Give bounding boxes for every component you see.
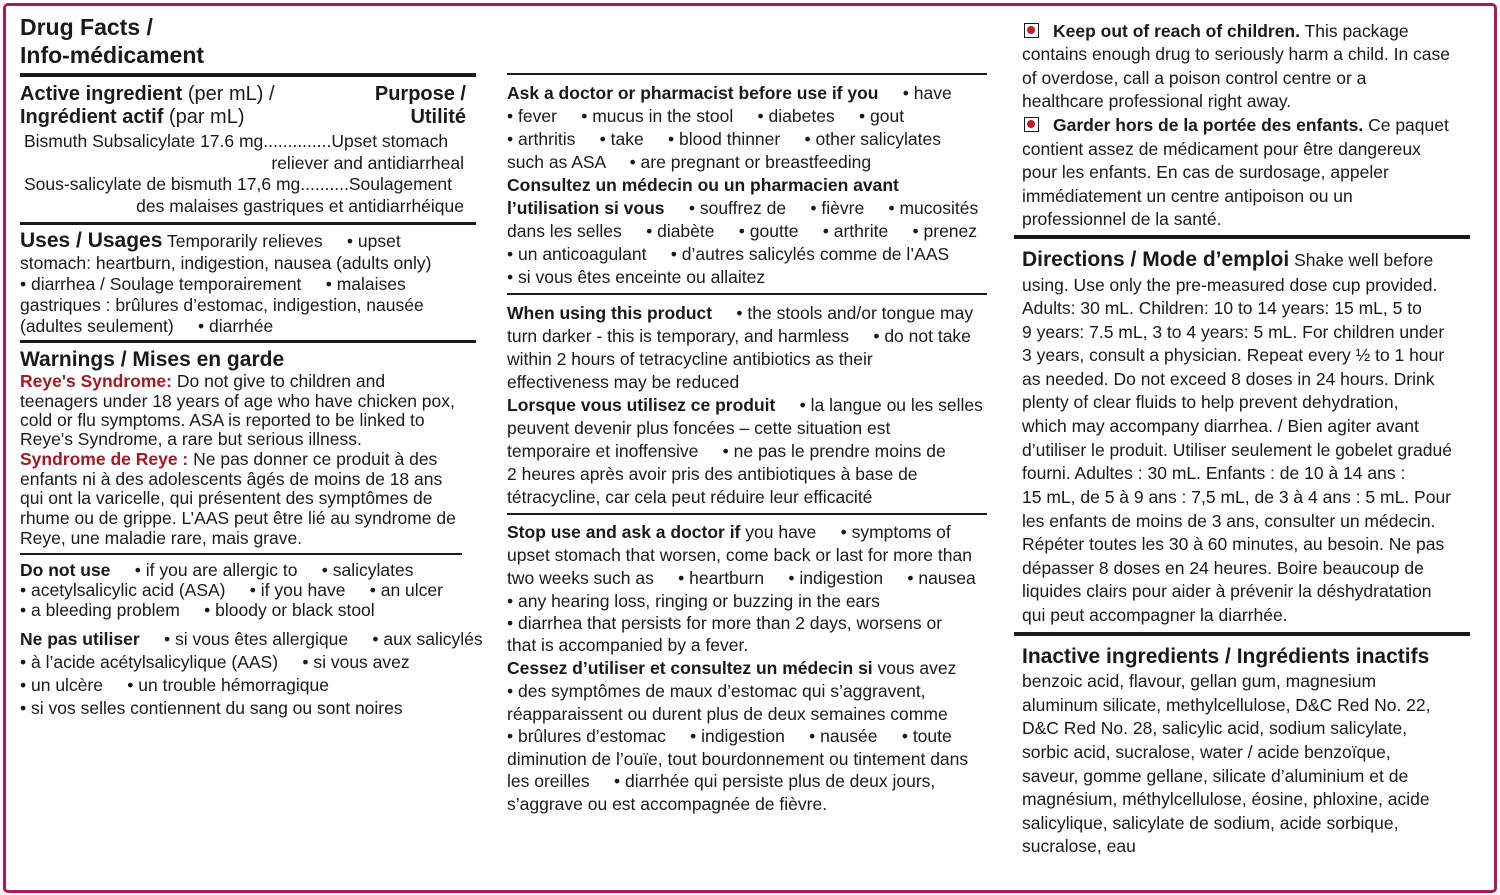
reye-en-line-0: Reye's Syndrome: Do not give to children and bbox=[20, 371, 386, 391]
directions-line-9: 15 mL, de 5 à 9 ans : 7,5 mL, de 3 à 4 ans : 5 mL. Pour bbox=[1022, 487, 1452, 507]
reye-rule bbox=[20, 553, 462, 555]
nepas-line-3: • si vos selles contiennent du sang ou sont noires bbox=[20, 698, 403, 718]
inactive-line-5: magnésium, méthylcellulose, éosine, phloxine, acide bbox=[1022, 789, 1430, 809]
stop-sign-icon bbox=[1024, 117, 1039, 132]
keep-fr-heading: Garder hors de la portée des enfants. Ce paquet bbox=[1053, 115, 1449, 135]
active-rule bbox=[20, 222, 476, 225]
nepas-line-1: • à l’acide acétylsalicylique (AAS) • si vous avez bbox=[20, 652, 410, 672]
stop-fr-line-1: réapparaissent ou durent plus de deux semaines comme bbox=[507, 704, 948, 724]
ask-fr-line-0: dans les selles • diabète • goutte • arthrite • prenez bbox=[507, 221, 978, 241]
active-heading-fr: Ingrédient actif (par mL) bbox=[20, 106, 245, 128]
active-line-3: Sous-salicylate de bismuth 17,6 mg..........Soulagement bbox=[24, 174, 452, 194]
stop-fr-line-0: • des symptômes de maux d’estomac qui s’aggravent, bbox=[507, 681, 926, 701]
when-heading: When using this product • the stools and/or tongue may bbox=[507, 303, 974, 323]
directions-line-10: les enfants de moins de 3 ans, consulter un médecin. bbox=[1022, 511, 1436, 531]
keep-fr-line-1: pour les enfants. En cas de surdosage, appeler bbox=[1022, 162, 1389, 182]
active-line-1: Bismuth Subsalicylate 17.6 mg..............Upset stomach bbox=[24, 131, 449, 151]
when-line-0: turn darker - this is temporary, and harmless • do not take bbox=[507, 326, 971, 346]
uses-rule bbox=[20, 340, 476, 343]
stop-heading: Stop use and ask a doctor if you have • symptoms of bbox=[507, 522, 951, 542]
directions-line-8: fourni. Adultes : 30 mL. Enfants : de 10 à 14 ans : bbox=[1022, 463, 1406, 483]
uses-line-1: stomach: heartburn, indigestion, nausea (adults only) bbox=[20, 253, 432, 273]
reye-en-line-1: teenagers under 18 years of age who have chicken pox, bbox=[20, 391, 455, 411]
stop-fr-line-2: • brûlures d’estomac • indigestion • nausée • toute bbox=[507, 726, 952, 746]
when-fr-heading: Lorsque vous utilisez ce produit • la langue ou les selles bbox=[507, 395, 983, 415]
ask-fr-line-2: • si vous êtes enceinte ou allaitez bbox=[507, 267, 766, 287]
title-rule bbox=[20, 73, 476, 77]
keep-en-line-2: healthcare professional right away. bbox=[1022, 91, 1292, 111]
stop-fr-line-3: diminution de l’ouïe, tout bourdonnement ou tintement dans bbox=[507, 749, 969, 769]
ask-heading: Ask a doctor or pharmacist before use if you • have bbox=[507, 83, 952, 103]
ask-fr-line-1: • un anticoagulant • d’autres salicylés comme de l’AAS bbox=[507, 244, 950, 264]
directions-line-12: dépasser 8 doses en 24 heures. Boire beaucoup de bbox=[1022, 558, 1424, 578]
when-line-2: effectiveness may be reduced bbox=[507, 372, 740, 392]
stop-fr-line-4: les oreilles • diarrhée qui persiste plus de deux jours, bbox=[507, 771, 936, 791]
reye-fr-line-3: rhume ou de grippe. L’AAS peut être lié au syndrome de bbox=[20, 508, 456, 528]
directions-line-3: 3 years, consult a physician. Repeat every ½ to 1 hour bbox=[1022, 345, 1445, 365]
active-heading-en: Active ingredient (per mL) / bbox=[20, 83, 275, 105]
keep-fr-line-0: contient assez de médicament pour être dangereux bbox=[1022, 139, 1421, 159]
ask-fr-heading-1: Consultez un médecin ou un pharmacien avant bbox=[507, 175, 899, 195]
reye-fr-line-4: Reye, une maladie rare, mais grave. bbox=[20, 528, 303, 548]
when-fr-line-3: tétracycline, car cela peut réduire leur efficacité bbox=[507, 487, 873, 507]
donot-line-2: • a bleeding problem • bloody or black stool bbox=[20, 600, 375, 620]
reye-fr-line-2: qui ont la varicelle, qui présentent des symptômes de bbox=[20, 488, 433, 508]
keep-en-line-0: contains enough drug to seriously harm a child. In case bbox=[1022, 44, 1451, 64]
stop-line-3: • diarrhea that persists for more than 2 days, worsens or bbox=[507, 613, 943, 633]
title-en: Drug Facts / bbox=[20, 14, 153, 40]
keep-en-heading: Keep out of reach of children. This package bbox=[1053, 21, 1409, 41]
reye-fr-line-0: Syndrome de Reye : Ne pas donner ce produit à des bbox=[20, 449, 438, 469]
reye-en-line-2: cold or flu symptoms. ASA is reported to be linked to bbox=[20, 410, 425, 430]
directions-line-13: liquides clairs pour aider à prévenir la déshydratation bbox=[1022, 581, 1432, 601]
directions-line-11: Répéter toutes les 30 à 60 minutes, au besoin. Ne pas bbox=[1022, 534, 1445, 554]
title-fr: Info-médicament bbox=[20, 42, 205, 68]
when-fr-line-0: peuvent devenir plus foncées – cette situation est bbox=[507, 418, 891, 438]
directions-line-14: qui peut accompagner la diarrhée. bbox=[1022, 605, 1288, 625]
reye-fr-line-1: enfants ni à des adolescents âgés de moins de 18 ans bbox=[20, 469, 443, 489]
active-line-2: reliever and antidiarrheal bbox=[271, 153, 464, 173]
inactive-heading: Inactive ingredients / Ingrédients inactifs bbox=[1022, 645, 1430, 668]
nepas-line-2: • un ulcère • un trouble hémorragique bbox=[20, 675, 329, 695]
directions-line-1: Adults: 30 mL. Children: 10 to 14 years: 15 mL, 5 to bbox=[1022, 298, 1422, 318]
directions-rule bbox=[1014, 632, 1470, 636]
keep-en-line-1: of overdose, call a poison control centre or a bbox=[1022, 68, 1367, 88]
directions-line-7: d’utiliser le produit. Utiliser seulement le gobelet gradué bbox=[1022, 440, 1452, 460]
ask-line-1: • arthritis • take • blood thinner • other salicylates bbox=[507, 129, 941, 149]
inactive-line-0: benzoic acid, flavour, gellan gum, magnesium bbox=[1022, 671, 1377, 691]
directions-heading: Directions / Mode d’emploi Shake well before bbox=[1022, 248, 1434, 271]
keep-fr-line-2: immédiatement un centre antipoison ou un bbox=[1022, 186, 1353, 206]
inactive-line-2: D&C Red No. 28, salicylic acid, sodium salicylate, bbox=[1022, 718, 1408, 738]
keep-fr-line-3: professionnel de la santé. bbox=[1022, 209, 1222, 229]
inactive-line-1: aluminum silicate, methylcellulose, D&C Red No. 22, bbox=[1022, 695, 1431, 715]
inactive-line-6: salicylique, salicylate de sodium, acide sorbique, bbox=[1022, 813, 1399, 833]
stop-line-2: • any hearing loss, ringing or buzzing in the ears bbox=[507, 591, 880, 611]
when-rule bbox=[507, 513, 987, 515]
directions-line-0: using. Use only the pre-measured dose cup provided. bbox=[1022, 275, 1438, 295]
stop-sign-icon bbox=[1024, 23, 1039, 38]
uses-line-3: gastriques : brûlures d’estomac, indigestion, nausée bbox=[20, 295, 424, 315]
directions-line-6: which may accompany diarrhea. / Bien agiter avant bbox=[1022, 416, 1419, 436]
stop-fr-heading: Cessez d’utiliser et consultez un médecin si vous avez bbox=[507, 658, 957, 678]
uses-line-4: (adultes seulement) • diarrhée bbox=[20, 316, 274, 336]
ask-top-rule bbox=[507, 73, 987, 75]
when-line-1: within 2 hours of tetracycline antibiotics as their bbox=[507, 349, 873, 369]
inactive-line-3: sorbic acid, sucralose, water / acide benzoïque, bbox=[1022, 742, 1391, 762]
inactive-line-4: saveur, gomme gellane, silicate d’aluminium et de bbox=[1022, 766, 1409, 786]
ask-fr-heading-2: l’utilisation si vous • souffrez de • fièvre • mucosités bbox=[507, 198, 979, 218]
donot-line-0: Do not use • if you are allergic to • salicylates bbox=[20, 560, 414, 580]
when-fr-line-2: 2 heures après avoir pris des antibiotiques à base de bbox=[507, 464, 918, 484]
active-line-4: des malaises gastriques et antidiarrhéique bbox=[136, 196, 464, 216]
stop-fr-line-5: s’aggrave ou est accompagnée de fièvre. bbox=[507, 794, 828, 814]
ask-line-0: • fever • mucus in the stool • diabetes • gout bbox=[507, 106, 905, 126]
uses-line-0: Uses / Usages Temporarily relieves • upset bbox=[20, 229, 401, 252]
stop-line-1: two weeks such as • heartburn • indigestion • nausea bbox=[507, 568, 976, 588]
ask-line-2: such as ASA • are pregnant or breastfeeding bbox=[507, 152, 872, 172]
nepas-line-0: Ne pas utiliser • si vous êtes allergique • aux salicylés bbox=[20, 629, 483, 649]
directions-line-2: 9 years: 7.5 mL, 3 to 4 years: 5 mL. For children under bbox=[1022, 322, 1445, 342]
when-fr-line-1: temporaire et inoffensive • ne pas le prendre moins de bbox=[507, 441, 946, 461]
warnings-heading: Warnings / Mises en garde bbox=[20, 348, 285, 371]
directions-line-4: as needed. Do not exceed 8 doses in 24 hours. Drink bbox=[1022, 369, 1435, 389]
purpose-fr: Utilité bbox=[410, 106, 466, 128]
stop-line-4: that is accompanied by a fever. bbox=[507, 635, 749, 655]
ask-rule bbox=[507, 293, 987, 295]
inactive-line-7: sucralose, eau bbox=[1022, 836, 1136, 856]
keep-rule bbox=[1014, 235, 1470, 239]
stop-line-0: upset stomach that worsen, come back or last for more than bbox=[507, 545, 972, 565]
donot-line-1: • acetylsalicylic acid (ASA) • if you have • an ulcer bbox=[20, 580, 443, 600]
directions-line-5: plenty of clear fluids to help prevent dehydration, bbox=[1022, 392, 1399, 412]
reye-en-line-3: Reye's Syndrome, a rare but serious illness. bbox=[20, 429, 362, 449]
uses-line-2: • diarrhea / Soulage temporairement • malaises bbox=[20, 274, 406, 294]
purpose-en: Purpose / bbox=[374, 83, 466, 105]
